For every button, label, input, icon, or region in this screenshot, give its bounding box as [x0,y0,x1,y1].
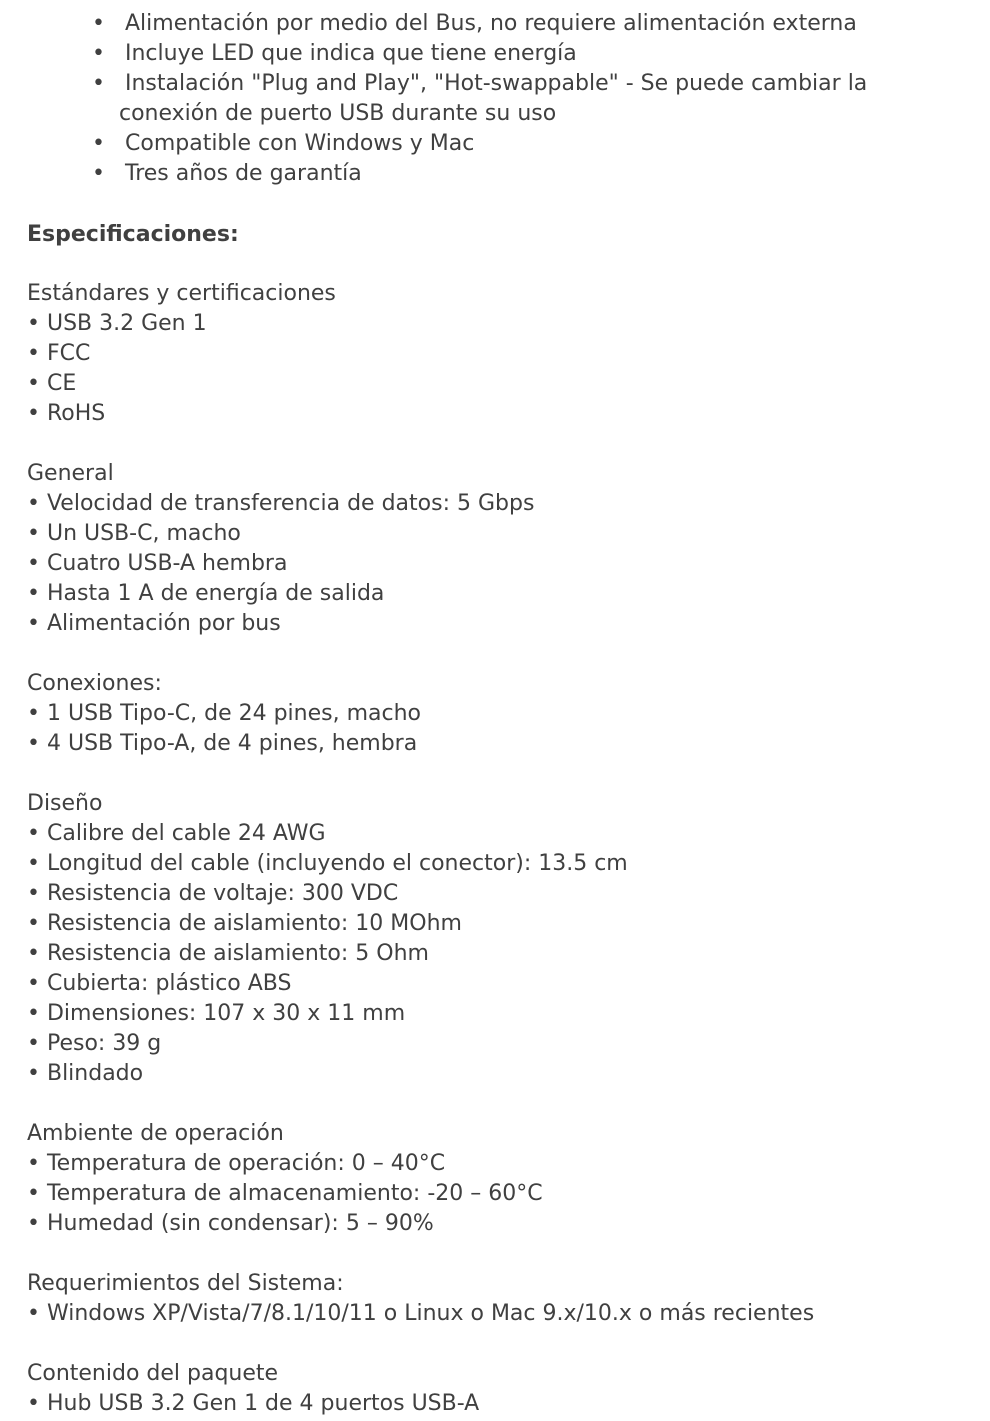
spec-item: • USB 3.2 Gen 1 [27,311,207,336]
bullet-icon: • [92,41,105,66]
spec-item: • Resistencia de aislamiento: 5 Ohm [27,941,429,966]
spec-item: • Calibre del cable 24 AWG [27,821,326,846]
section-heading-general: General [27,461,114,486]
section-heading-requirements: Requerimientos del Sistema: [27,1271,344,1296]
spec-item: • CE [27,371,77,396]
spec-item: • Longitud del cable (incluyendo el conector): 13.5 cm [27,851,628,876]
spec-item: • Alimentación por bus [27,611,281,636]
spec-item: • Un USB-C, macho [27,521,241,546]
spec-item: • 1 USB Tipo-C, de 24 pines, macho [27,701,422,726]
spec-item: • Velocidad de transferencia de datos: 5 Gbps [27,491,535,516]
spec-item: • Hub USB 3.2 Gen 1 de 4 puertos USB-A [27,1391,480,1416]
spec-item: • Humedad (sin condensar): 5 – 90% [27,1211,434,1236]
feature-text: Instalación "Plug and Play", "Hot-swappable" - Se puede cambiar la [125,71,868,96]
spec-item: • RoHS [27,401,106,426]
spec-item: • Resistencia de aislamiento: 10 MOhm [27,911,462,936]
spec-item: • Temperatura de almacenamiento: -20 – 60°C [27,1181,543,1206]
spec-item: • Windows XP/Vista/7/8.1/10/11 o Linux o Mac 9.x/10.x o más recientes [27,1301,815,1326]
spec-item: • Hasta 1 A de energía de salida [27,581,385,606]
spec-item: • FCC [27,341,91,366]
feature-text: Incluye LED que indica que tiene energía [125,41,577,66]
feature-text: Compatible con Windows y Mac [125,131,475,156]
spec-item: • Resistencia de voltaje: 300 VDC [27,881,399,906]
feature-text: Alimentación por medio del Bus, no requiere alimentación externa [125,11,857,36]
section-heading-design: Diseño [27,791,103,816]
section-heading-connections: Conexiones: [27,671,162,696]
spec-item: • Temperatura de operación: 0 – 40°C [27,1151,446,1176]
spec-item: • 4 USB Tipo-A, de 4 pines, hembra [27,731,418,756]
section-heading-package: Contenido del paquete [27,1361,279,1386]
feature-text: Tres años de garantía [125,161,362,186]
bullet-icon: • [92,161,105,186]
section-heading-environment: Ambiente de operación [27,1121,284,1146]
spec-item: • Cuatro USB-A hembra [27,551,288,576]
spec-item: • Cubierta: plástico ABS [27,971,292,996]
spec-item: • Blindado [27,1061,144,1086]
bullet-icon: • [92,131,105,156]
bullet-icon: • [92,71,105,96]
spec-item: • Peso: 39 g [27,1031,162,1056]
feature-text-continuation: conexión de puerto USB durante su uso [119,101,557,126]
spec-item: • Dimensiones: 107 x 30 x 11 mm [27,1001,406,1026]
section-heading-standards: Estándares y certificaciones [27,281,336,306]
specs-heading: Especificaciones: [27,222,239,247]
bullet-icon: • [92,11,105,36]
